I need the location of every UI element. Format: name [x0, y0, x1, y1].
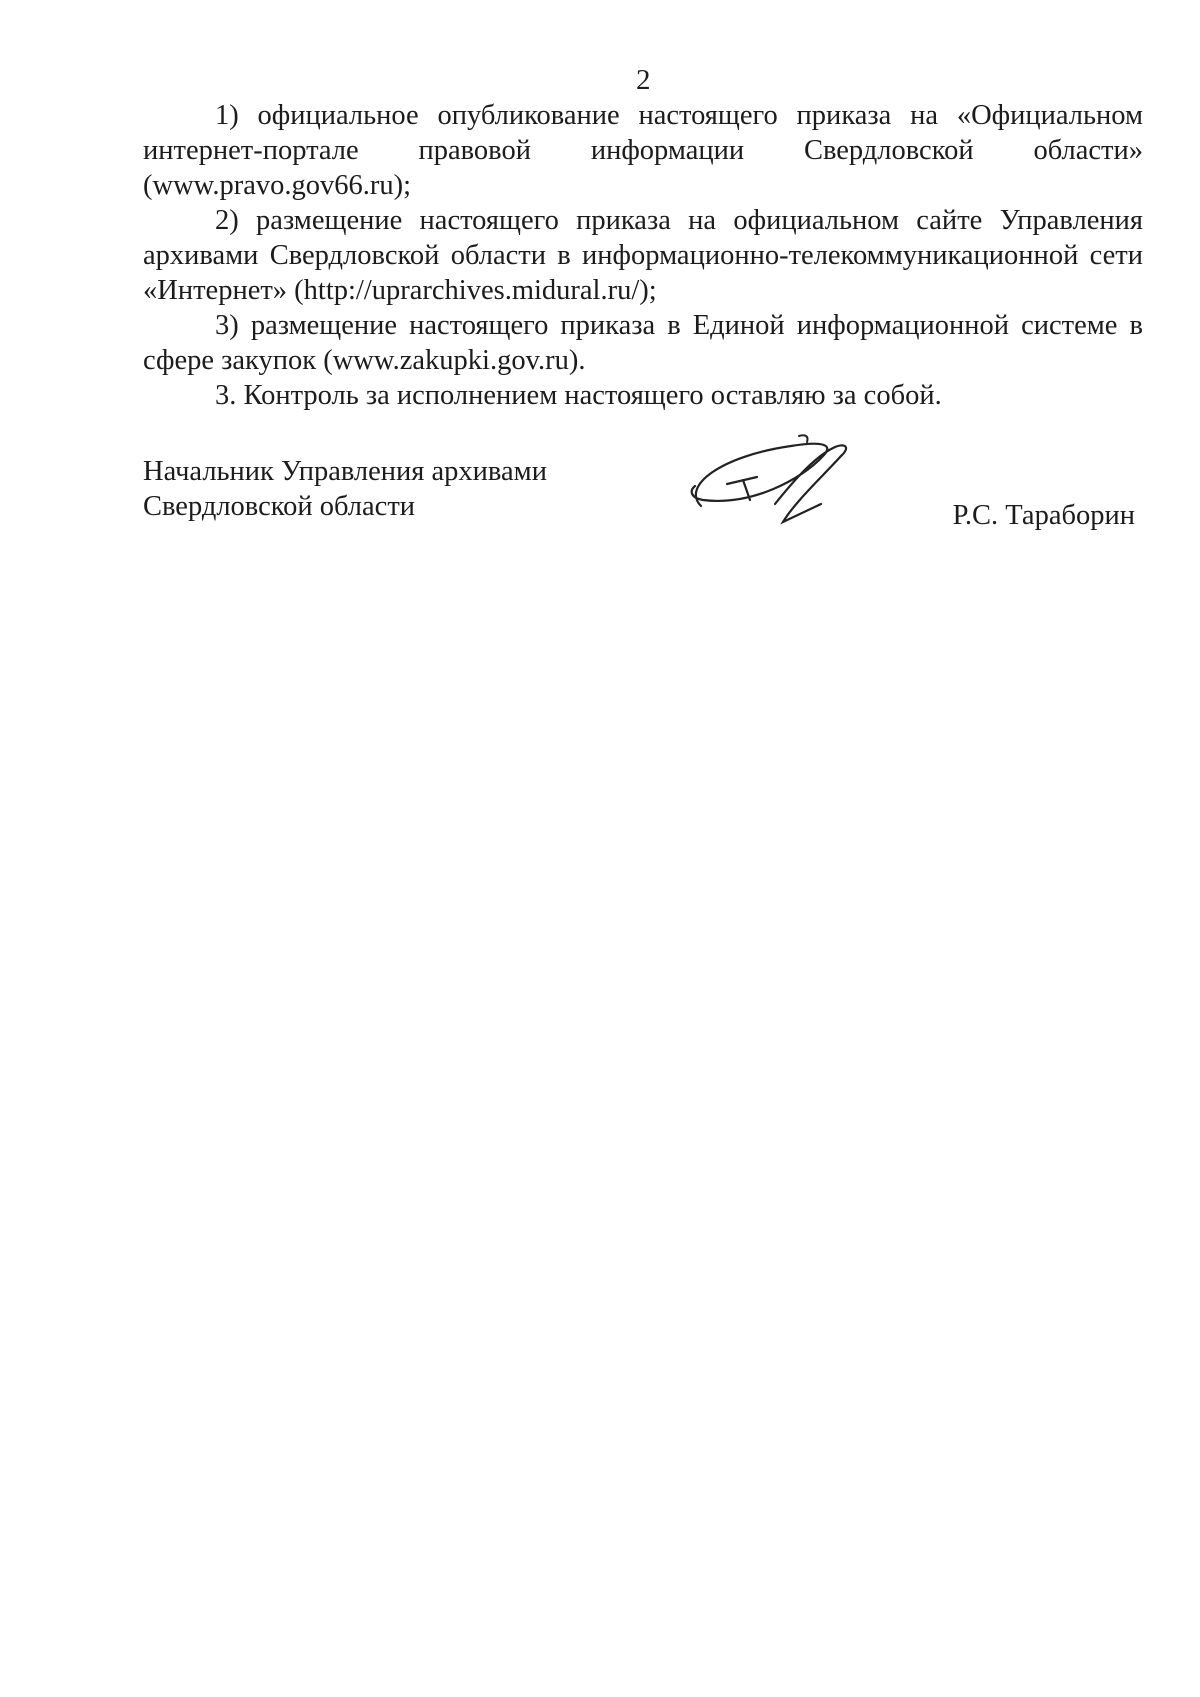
page-number: 2: [636, 64, 651, 96]
document-body: [143, 98, 1143, 413]
list-item-publication: 1) официальное опубликование настоящего приказа на «Официальном интернет-портале правовой информации Свердловской области» (www.pravo.gov66.ru);: [143, 100, 1143, 201]
control-clause: 3. Контроль за исполнением настоящего оставляю за собой.: [215, 380, 942, 411]
handwritten-signature: [673, 428, 873, 548]
signer-name: Р.С. Тараборин: [952, 500, 1135, 531]
signer-position: Начальник Управления архивами Свердловской области: [143, 456, 547, 522]
list-item-procurement: 3) размещение настоящего приказа в Единой информационной системе в сфере закупок (www.zakupki.gov.ru).: [143, 310, 1143, 376]
signature-block: [143, 454, 1143, 564]
list-item-website: 2) размещение настоящего приказа на официальном сайте Управления архивами Свердловской области в информационно-телекоммуникационной сети «Интернет» (http://uprarchives.midural.ru/);: [143, 205, 1143, 306]
